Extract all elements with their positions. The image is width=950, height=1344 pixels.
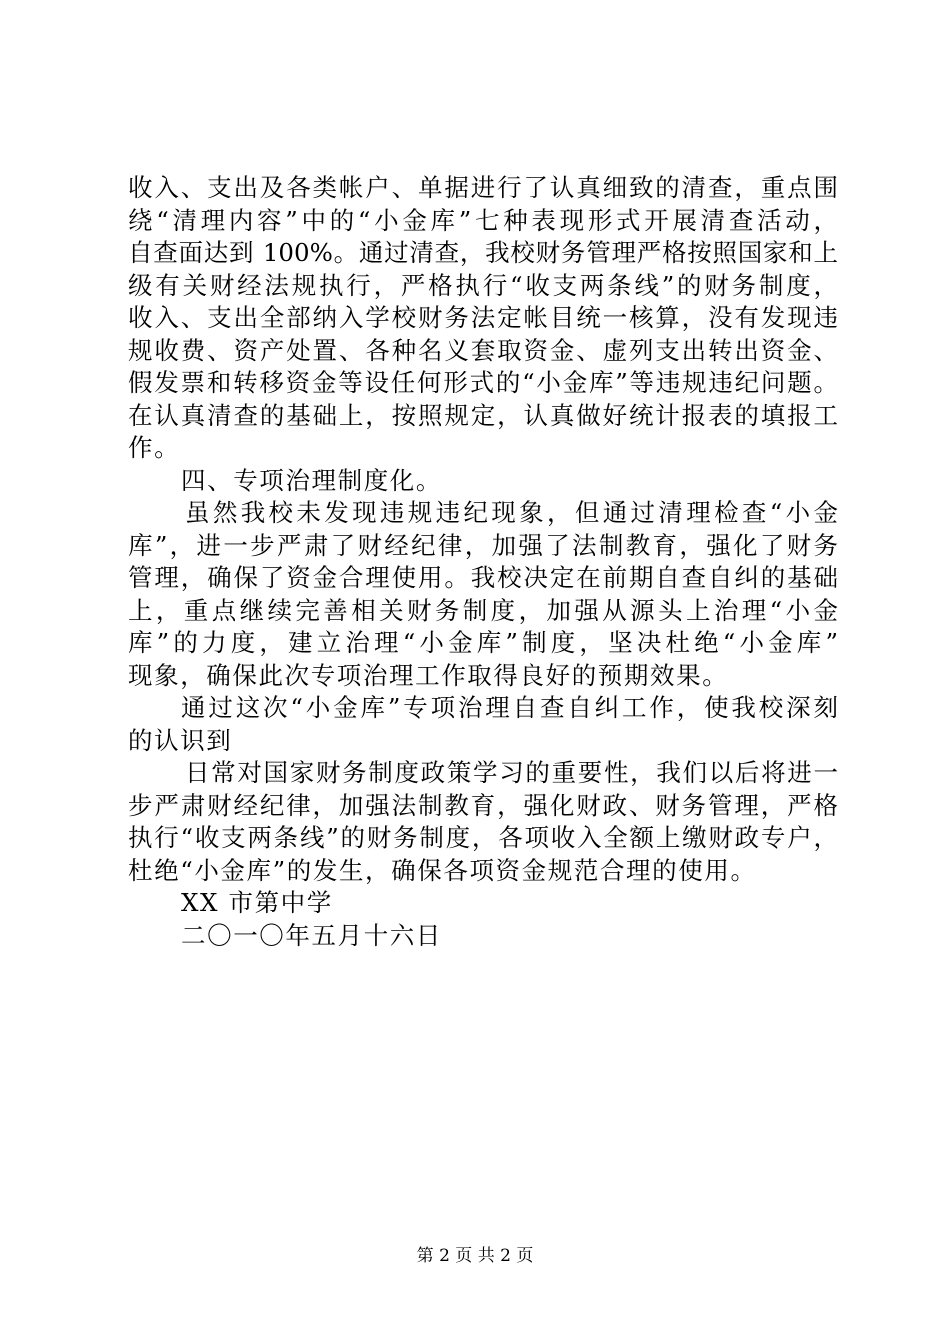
document-body [128,172,838,952]
text-line: 上，重点继续完善相关财务制度，加强从源头上治理“小金 [128,595,838,625]
page-number-footer: 第 2 页 共 2 页 [416,1246,534,1266]
text-line: 现象，确保此次专项治理工作取得良好的预期效果。 [128,660,729,690]
section-heading: 四、专项治理制度化。 [181,465,442,495]
text-line: 自查面达到 100%。通过清查，我校财务管理严格按照国家和上 [128,238,838,267]
text-line: 步严肃财经纪律，加强法制教育，强化财政、财务管理，严格 [128,790,838,820]
text-line: 的认识到 [128,725,233,755]
signature-organization: XX 市第中学 [181,888,333,917]
text-line: 规收费、资产处置、各种名义套取资金、虚列支出转出资金、 [128,335,838,365]
text-line: 假发票和转移资金等设任何形式的“小金库”等违规违纪问题。 [128,368,838,397]
text-line: 级有关财经法规执行，严格执行“收支两条线”的财务制度， [128,270,838,300]
text-line: 收入、支出全部纳入学校财务法定帐目统一核算，没有发现违 [128,303,838,332]
text-line: 作。 [128,433,181,462]
signature-date: 二〇一〇年五月十六日 [181,920,442,950]
text-line: 执行“收支两条线”的财务制度，各项收入全额上缴财政专户， [128,823,838,852]
text-line: 虽然我校未发现违规违纪现象，但通过清理检查“小金 [185,498,838,527]
text-line: 管理，确保了资金合理使用。我校决定在前期自查自纠的基础 [128,563,838,592]
text-line: 杜绝“小金库”的发生，确保各项资金规范合理的使用。 [128,855,757,885]
text-line: 库”的力度，建立治理“小金库”制度，坚决杜绝“小金库” [128,628,838,657]
text-line: 在认真清查的基础上，按照规定，认真做好统计报表的填报工 [128,400,838,430]
text-line: 库”，进一步严肃了财经纪律，加强了法制教育，强化了财务 [128,530,838,560]
text-line: 收入、支出及各类帐户、单据进行了认真细致的清查，重点围 [128,173,838,202]
text-line: 日常对国家财务制度政策学习的重要性，我们以后将进一 [185,758,838,787]
text-line: 绕“清理内容”中的“小金库”七种表现形式开展清查活动， [128,205,838,235]
text-line: 通过这次“小金库”专项治理自查自纠工作，使我校深刻 [181,693,838,722]
